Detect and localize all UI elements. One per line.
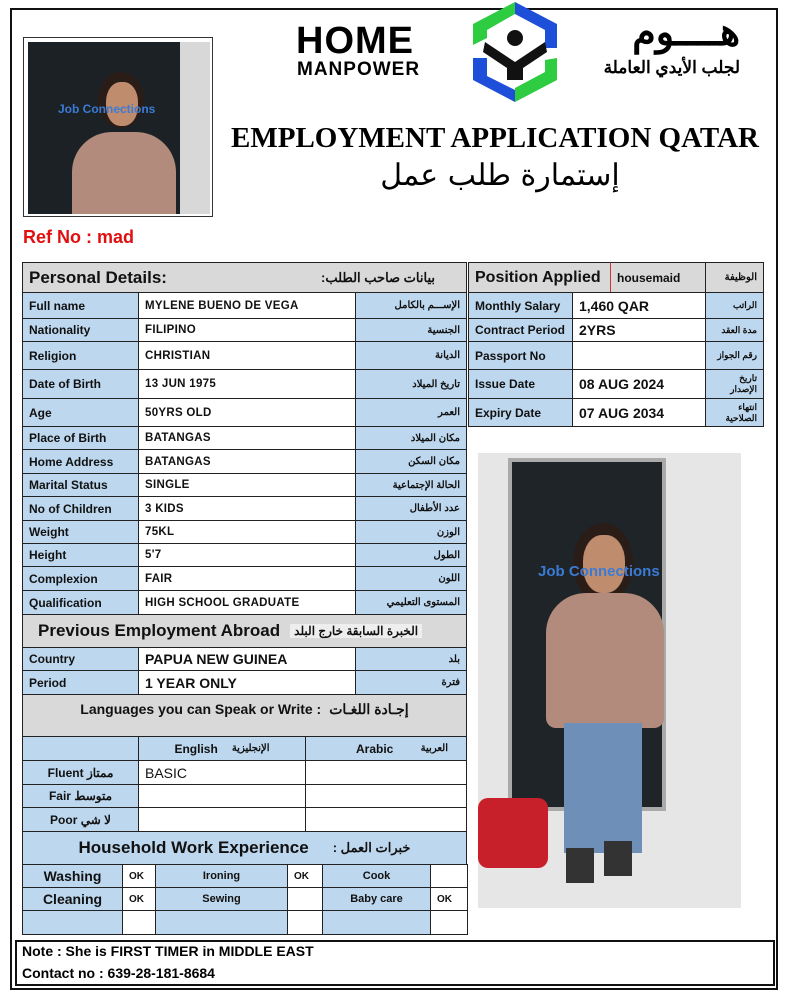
home-manpower-logo-icon bbox=[465, 0, 565, 105]
position-row-label: Expiry Date bbox=[468, 398, 573, 427]
reference-number: Ref No : mad bbox=[23, 227, 135, 247]
personal-details-title-ar: بيانات صاحب الطلب: bbox=[321, 269, 435, 285]
household-task-label: Cleaning bbox=[22, 887, 123, 911]
applicant-photo-large bbox=[478, 453, 741, 908]
applicant-photo-small bbox=[23, 37, 213, 217]
personal-row-label: Nationality bbox=[22, 318, 139, 342]
personal-row-value: 5'7 bbox=[138, 543, 356, 567]
personal-row-label: Home Address bbox=[22, 449, 139, 474]
personal-row-label-ar: العمر bbox=[355, 398, 467, 427]
personal-row-value: 75KL bbox=[138, 520, 356, 544]
position-row-label-ar: انتهاء الصلاحية bbox=[705, 398, 764, 427]
english-level-value bbox=[138, 807, 306, 832]
personal-row-label-ar: الوزن bbox=[355, 520, 467, 544]
household-task-status bbox=[430, 864, 468, 888]
previous-row-value: 1 YEAR ONLY bbox=[138, 670, 356, 695]
household-task-label bbox=[22, 910, 123, 935]
household-task-status: OK bbox=[430, 887, 468, 911]
personal-row-value: 50YRS OLD bbox=[138, 398, 356, 427]
household-task-status bbox=[287, 910, 323, 935]
personal-row-label-ar: الطول bbox=[355, 543, 467, 567]
personal-row-label-ar: الإســـم بالكامل bbox=[355, 292, 467, 319]
position-row-value: 1,460 QAR bbox=[572, 292, 706, 319]
personal-row-label: Complexion bbox=[22, 566, 139, 591]
previous-row-value: PAPUA NEW GUINEA bbox=[138, 647, 356, 671]
position-row-value: 07 AUG 2034 bbox=[572, 398, 706, 427]
arabic-level-value bbox=[305, 807, 467, 832]
household-title-ar: خبرات العمل : bbox=[332, 840, 411, 855]
position-applied-label-ar: الوظيفة bbox=[705, 262, 764, 293]
personal-row-value: BATANGAS bbox=[138, 426, 356, 450]
previous-employment-title-ar: الخبرة السابقة خارج البلد bbox=[290, 624, 422, 638]
personal-row-label-ar: مكان الميلاد bbox=[355, 426, 467, 450]
arabic-level-value bbox=[305, 760, 467, 785]
position-applied-label: Position Applied bbox=[468, 262, 611, 293]
household-task-status bbox=[287, 887, 323, 911]
language-level-label: Poor لا شي bbox=[22, 807, 139, 832]
arabic-level-value bbox=[305, 784, 467, 808]
previous-row-label: Period bbox=[22, 670, 139, 695]
household-task-status: OK bbox=[122, 864, 156, 888]
household-task-label: Cook bbox=[322, 864, 431, 888]
household-task-status bbox=[430, 910, 468, 935]
position-row-value: 2YRS bbox=[572, 318, 706, 342]
photo-logo-text-large: Job Connections bbox=[538, 563, 660, 580]
personal-details-title: Personal Details: bbox=[29, 267, 167, 287]
note-text: Note : She is FIRST TIMER in MIDDLE EAST bbox=[22, 943, 314, 959]
personal-row-label: Full name bbox=[22, 292, 139, 319]
photo-logo-text: Job Connections bbox=[58, 102, 156, 116]
personal-row-label: Height bbox=[22, 543, 139, 567]
household-task-label: Baby care bbox=[322, 887, 431, 911]
languages-header-blank bbox=[22, 736, 139, 761]
languages-header bbox=[22, 694, 467, 737]
household-task-status: OK bbox=[122, 887, 156, 911]
previous-row-label-ar: بلد bbox=[355, 647, 467, 671]
position-row-label: Contract Period bbox=[468, 318, 573, 342]
personal-row-value: CHRISTIAN bbox=[138, 341, 356, 370]
personal-row-value: FILIPINO bbox=[138, 318, 356, 342]
title-arabic: إستمارة طلب عمل bbox=[380, 158, 620, 193]
personal-row-label-ar: المستوى التعليمي bbox=[355, 590, 467, 615]
personal-row-value: SINGLE bbox=[138, 473, 356, 497]
personal-row-label: Marital Status bbox=[22, 473, 139, 497]
language-level-label: Fair متوسط bbox=[22, 784, 139, 808]
previous-row-label: Country bbox=[22, 647, 139, 671]
english-column-header bbox=[138, 736, 306, 761]
logo-arabic-name: هــــوم bbox=[632, 12, 740, 54]
languages-title-ar: إجـادة اللغـات bbox=[329, 701, 409, 717]
household-task-status bbox=[122, 910, 156, 935]
personal-row-label: Place of Birth bbox=[22, 426, 139, 450]
english-label: English bbox=[174, 741, 218, 756]
position-row-label-ar: رقم الجواز bbox=[705, 341, 764, 370]
household-task-status: OK bbox=[287, 864, 323, 888]
logo-arabic-tagline: لجلب الأيدي العاملة bbox=[603, 58, 740, 77]
language-level-label: Fluent ممتاز bbox=[22, 760, 139, 785]
logo-home-text: HOME bbox=[296, 20, 414, 62]
position-row-label-ar: الراتب bbox=[705, 292, 764, 319]
personal-row-label: Religion bbox=[22, 341, 139, 370]
position-row-value bbox=[572, 341, 706, 370]
languages-title: Languages you can Speak or Write : bbox=[80, 701, 322, 717]
personal-row-label-ar: الديانة bbox=[355, 341, 467, 370]
personal-row-label-ar: عدد الأطفال bbox=[355, 496, 467, 521]
household-header bbox=[22, 831, 467, 865]
previous-row-label-ar: فترة bbox=[355, 670, 467, 695]
personal-details-header bbox=[22, 262, 467, 293]
position-row-label-ar: تاريخ الإصدار bbox=[705, 369, 764, 399]
household-task-label: Sewing bbox=[155, 887, 288, 911]
position-row-value: 08 AUG 2024 bbox=[572, 369, 706, 399]
personal-row-label: No of Children bbox=[22, 496, 139, 521]
personal-row-value: 3 KIDS bbox=[138, 496, 356, 521]
personal-row-value: MYLENE BUENO DE VEGA bbox=[138, 292, 356, 319]
arabic-column-header bbox=[305, 736, 467, 761]
personal-row-label-ar: الحالة الإجتماعية bbox=[355, 473, 467, 497]
previous-employment-title: Previous Employment Abroad bbox=[38, 621, 281, 640]
personal-row-label: Age bbox=[22, 398, 139, 427]
arabic-label-ar: العربية bbox=[420, 743, 448, 754]
position-row-label: Issue Date bbox=[468, 369, 573, 399]
household-task-label bbox=[155, 910, 288, 935]
position-applied-value: housemaid bbox=[610, 262, 706, 293]
logo-manpower-text: MANPOWER bbox=[297, 59, 421, 80]
previous-employment-header bbox=[22, 614, 467, 648]
household-task-label: Washing bbox=[22, 864, 123, 888]
personal-row-label-ar: اللون bbox=[355, 566, 467, 591]
arabic-label: Arabic bbox=[356, 741, 394, 756]
personal-row-value: FAIR bbox=[138, 566, 356, 591]
personal-row-label-ar: تاريخ الميلاد bbox=[355, 369, 467, 399]
english-level-value bbox=[138, 784, 306, 808]
position-row-label-ar: مدة العقد bbox=[705, 318, 764, 342]
personal-row-value: HIGH SCHOOL GRADUATE bbox=[138, 590, 356, 615]
position-row-label: Passport No bbox=[468, 341, 573, 370]
contact-number: Contact no : 639-28-181-8684 bbox=[22, 965, 215, 981]
household-task-label bbox=[322, 910, 431, 935]
household-title: Household Work Experience bbox=[78, 838, 309, 857]
personal-row-label-ar: الجنسية bbox=[355, 318, 467, 342]
english-level-value: BASIC bbox=[138, 760, 306, 785]
personal-row-label-ar: مكان السكن bbox=[355, 449, 467, 474]
household-task-label: Ironing bbox=[155, 864, 288, 888]
personal-row-label: Weight bbox=[22, 520, 139, 544]
title-english: EMPLOYMENT APPLICATION QATAR bbox=[231, 122, 759, 154]
personal-row-label: Qualification bbox=[22, 590, 139, 615]
personal-row-label: Date of Birth bbox=[22, 369, 139, 399]
personal-row-value: BATANGAS bbox=[138, 449, 356, 474]
personal-row-value: 13 JUN 1975 bbox=[138, 369, 356, 399]
position-row-label: Monthly Salary bbox=[468, 292, 573, 319]
english-label-ar: الإنجليزية bbox=[231, 743, 270, 754]
